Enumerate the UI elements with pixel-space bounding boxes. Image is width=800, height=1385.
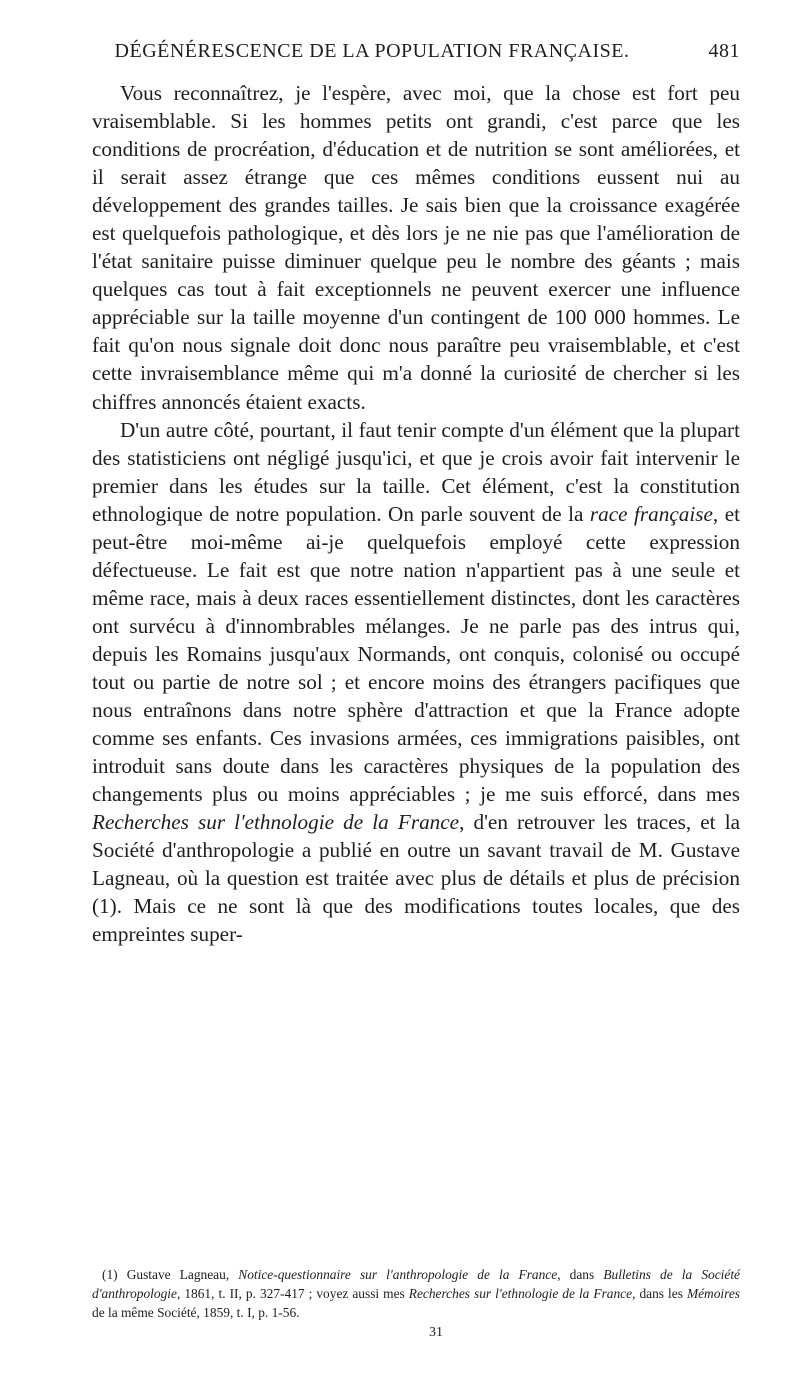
paragraph-2-text-b: , et peut-être moi-même ai-je quelquefois employé cette expression défectueuse. Le fait est que notre nation n'appartient pas à une seule et même race, mais à deux races essentiellement distinctes, dont les caractères ont survécu à d'innombrables mélanges. Je ne parle pas des intrus qui, depuis les Romains jusqu'aux Normands, ont conquis, colonisé ou occupé tout ou partie de notre sol ; et encore moins des étrangers pacifiques que nous entraînons dans notre sphère d'attraction et que la France adopte comme ses enfants. Ces invasions armées, ces immigrations paisibles, ont introduit sans doute dans les caractères physiques de la population des changements plus ou moins appréciables ; je me suis efforcé, dans mes	[92, 501, 740, 807]
footnote-italic-4: Mémoires	[686, 1286, 740, 1301]
running-header	[92, 40, 740, 70]
paragraph-2	[92, 416, 740, 949]
paragraph-2-text-c: , d'en retrouver les traces, et la Société d'anthropologie a publié en outre un savant travail de M. Gustave Lagneau, où la question est traitée avec plus de détails et plus de précision	[92, 810, 740, 891]
footnote-italic-3: Recherches sur l'ethnologie de la France	[408, 1286, 633, 1301]
footnote-text-e: , 1861, t. II, p. 327-417 ; voyez aussi mes	[176, 1286, 409, 1301]
paragraph-1: Vous reconnaîtrez, je l'espère, avec moi, que la chose est fort peu vraisemblable. Si les hommes petits ont grandi, c'est parce que les conditions de procréation, d'éducation et de nutrition se sont améliorées, et il serait assez étrange que ces mêmes conditions eussent nui au développement des grandes tailles. Je sais bien que la croissance exagérée est quelquefois pathologique, et dès lors je ne nie pas que l'amélioration de l'état sanitaire puisse diminuer quelque peu le nombre des géants ; mais quelques cas tout à fait exceptionnels ne peuvent exercer une influence appréciable sur la taille moyenne d'un contingent de 100 000 hommes. Le fait qu'on nous signale doit donc nous paraître peu vraisemblable, et c'est cette invraisemblance même qui m'a donné la curiosité de chercher si les chiffres annoncés étaient exacts.	[92, 81, 740, 414]
italic-race-francaise: race française	[589, 501, 713, 526]
running-title: DÉGÉNÉRESCENCE DE LA POPULATION FRANÇAISE.	[114, 40, 630, 62]
footnote-marker: (1)	[102, 1267, 127, 1282]
footnote-text-c: , dans	[557, 1267, 604, 1282]
footnote-italic-1: Notice-questionnaire sur l'anthropologie de la France	[238, 1267, 558, 1282]
page-number: 481	[708, 40, 740, 62]
footnote-reference: (1)	[92, 894, 117, 919]
paragraph-2-text-a: D'un autre côté, pourtant, il faut tenir compte d'un élément que la plupart des statisticiens ont négligé jusqu'ici, et que je crois avoir fait intervenir le premier dans les études sur la taille. Cet élément, c'est la constitution ethnologique de notre population. On parle souvent de la	[92, 417, 740, 526]
footnote-text-a: Gustave Lagneau,	[126, 1267, 239, 1282]
footnote-text-i: de la même Société, 1859, t. I, p. 1-56.	[92, 1305, 300, 1320]
footnote	[92, 1265, 740, 1322]
signature-number: 31	[429, 1325, 443, 1340]
italic-book-title: Recherches sur l'ethnologie de la France	[92, 810, 460, 835]
signature-mark	[0, 1325, 800, 1341]
footnote-italic-2: Bulletins de la Société d'anthropologie	[92, 1267, 740, 1301]
paragraph-2-text-d: . Mais ce ne sont là que des modifications toutes locales, que des empreintes super-	[92, 894, 740, 947]
footnote-text-g: , dans les	[632, 1286, 687, 1301]
main-text	[92, 79, 740, 948]
